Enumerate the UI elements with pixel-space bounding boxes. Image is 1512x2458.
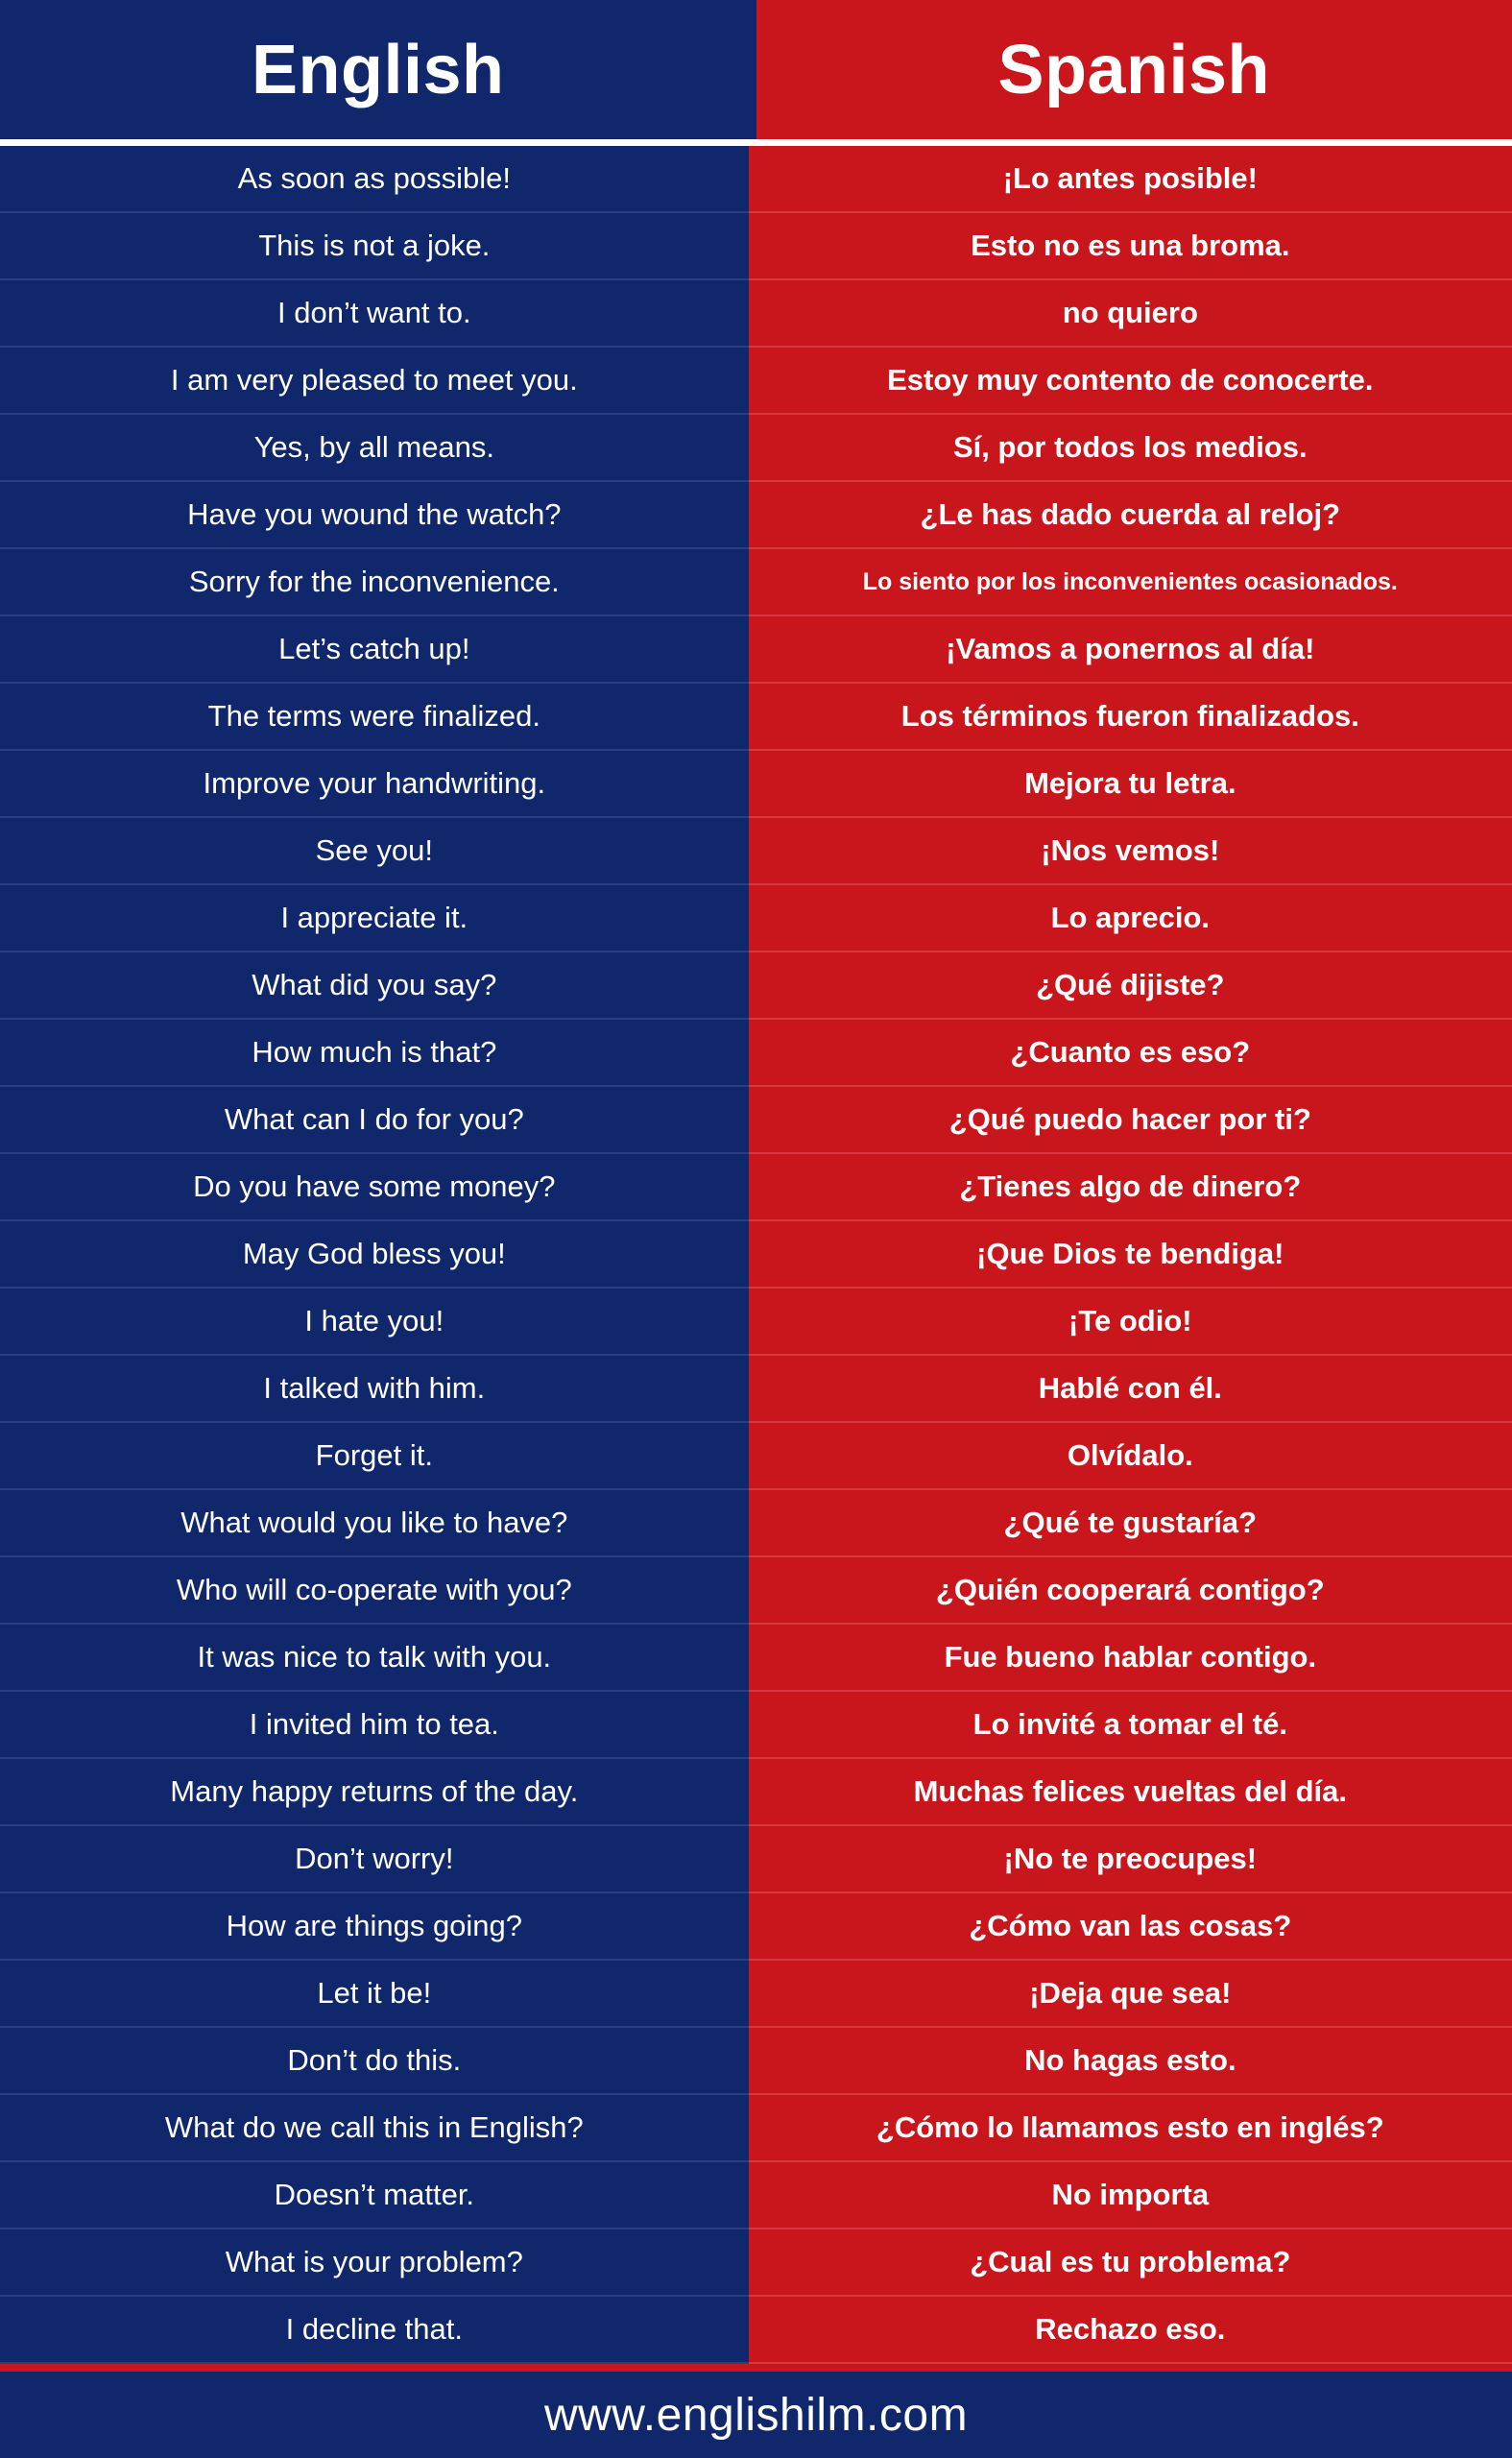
phrase-spanish: Hablé con él. xyxy=(749,1356,1512,1423)
phrase-english: Doesn’t matter. xyxy=(0,2162,749,2229)
phrase-spanish: ¡Que Dios te bendiga! xyxy=(749,1221,1512,1289)
phrase-english: Yes, by all means. xyxy=(0,415,749,482)
phrase-english: Do you have some money? xyxy=(0,1154,749,1221)
phrase-spanish: ¿Qué te gustaría? xyxy=(749,1490,1512,1557)
phrase-english: Don’t worry! xyxy=(0,1826,749,1893)
phrase-spanish: ¿Cómo lo llamamos esto en inglés? xyxy=(749,2095,1512,2162)
phrase-english: See you! xyxy=(0,818,749,885)
table-row xyxy=(0,684,1512,751)
phrase-spanish: No importa xyxy=(749,2162,1512,2229)
table-row xyxy=(0,952,1512,1020)
phrase-english: Don’t do this. xyxy=(0,2028,749,2095)
phrase-spanish: ¡Te odio! xyxy=(749,1289,1512,1356)
phrase-english: What can I do for you? xyxy=(0,1087,749,1154)
table-row xyxy=(0,2095,1512,2162)
phrase-english: I decline that. xyxy=(0,2297,749,2364)
table-row xyxy=(0,146,1512,213)
phrase-spanish: ¡Deja que sea! xyxy=(749,1961,1512,2028)
phrase-english: It was nice to talk with you. xyxy=(0,1625,749,1692)
table-row xyxy=(0,1490,1512,1557)
phrase-english: Have you wound the watch? xyxy=(0,482,749,549)
phrase-spanish: ¿Cuanto es eso? xyxy=(749,1020,1512,1087)
phrase-english: As soon as possible! xyxy=(0,146,749,213)
table-row xyxy=(0,1020,1512,1087)
phrase-english: I am very pleased to meet you. xyxy=(0,348,749,415)
page-title-english: English xyxy=(251,31,505,108)
table-row xyxy=(0,1423,1512,1490)
table-row xyxy=(0,1087,1512,1154)
phrase-spanish: no quiero xyxy=(749,280,1512,348)
table-row xyxy=(0,1154,1512,1221)
phrase-spanish: ¡No te preocupes! xyxy=(749,1826,1512,1893)
phrase-spanish: ¿Qué puedo hacer por ti? xyxy=(749,1087,1512,1154)
phrase-spanish: Estoy muy contento de conocerte. xyxy=(749,348,1512,415)
phrase-english: Let’s catch up! xyxy=(0,616,749,684)
phrase-english: I appreciate it. xyxy=(0,885,749,952)
phrase-english: May God bless you! xyxy=(0,1221,749,1289)
table-row xyxy=(0,280,1512,348)
table-row xyxy=(0,1625,1512,1692)
phrase-spanish: Fue bueno hablar contigo. xyxy=(749,1625,1512,1692)
phrase-spanish: Sí, por todos los medios. xyxy=(749,415,1512,482)
phrase-spanish: Rechazo eso. xyxy=(749,2297,1512,2364)
phrase-spanish: Lo siento por los inconvenientes ocasionados. xyxy=(749,549,1512,616)
phrase-english: This is not a joke. xyxy=(0,213,749,280)
phrase-spanish: Muchas felices vueltas del día. xyxy=(749,1759,1512,1826)
table-row xyxy=(0,751,1512,818)
phrase-table xyxy=(0,146,1512,2364)
table-row xyxy=(0,2229,1512,2297)
header-cell-spanish xyxy=(756,0,1512,139)
table-row xyxy=(0,616,1512,684)
phrase-english: What do we call this in English? xyxy=(0,2095,749,2162)
table-row xyxy=(0,1826,1512,1893)
page-title-spanish: Spanish xyxy=(997,31,1271,108)
phrase-english: Who will co-operate with you? xyxy=(0,1557,749,1625)
header-cell-english xyxy=(0,0,756,139)
phrase-spanish: ¿Quién cooperará contigo? xyxy=(749,1557,1512,1625)
footer xyxy=(0,2364,1512,2458)
header-divider xyxy=(0,139,1512,146)
phrase-spanish: ¿Cual es tu problema? xyxy=(749,2229,1512,2297)
table-row xyxy=(0,1221,1512,1289)
phrase-english: I hate you! xyxy=(0,1289,749,1356)
phrase-spanish: ¡Nos vemos! xyxy=(749,818,1512,885)
phrase-spanish: ¡Vamos a ponernos al día! xyxy=(749,616,1512,684)
phrase-spanish: Lo invité a tomar el té. xyxy=(749,1692,1512,1759)
table-row xyxy=(0,348,1512,415)
phrase-spanish: ¿Cómo van las cosas? xyxy=(749,1893,1512,1961)
phrase-spanish: ¿Le has dado cuerda al reloj? xyxy=(749,482,1512,549)
phrase-english: How are things going? xyxy=(0,1893,749,1961)
table-row xyxy=(0,2297,1512,2364)
table-row xyxy=(0,1289,1512,1356)
table-row xyxy=(0,1356,1512,1423)
phrase-spanish: Esto no es una broma. xyxy=(749,213,1512,280)
table-row xyxy=(0,213,1512,280)
table-row xyxy=(0,2028,1512,2095)
table-row xyxy=(0,1893,1512,1961)
table-row xyxy=(0,1557,1512,1625)
table-row xyxy=(0,818,1512,885)
phrase-english: Sorry for the inconvenience. xyxy=(0,549,749,616)
header xyxy=(0,0,1512,139)
phrase-english: Many happy returns of the day. xyxy=(0,1759,749,1826)
website-label: www.englishilm.com xyxy=(543,2389,969,2441)
table-row xyxy=(0,549,1512,616)
phrase-spanish: ¿Qué dijiste? xyxy=(749,952,1512,1020)
phrase-spanish: No hagas esto. xyxy=(749,2028,1512,2095)
phrase-english: I don’t want to. xyxy=(0,280,749,348)
table-row xyxy=(0,1759,1512,1826)
phrase-english: How much is that? xyxy=(0,1020,749,1087)
phrase-english: I invited him to tea. xyxy=(0,1692,749,1759)
phrase-spanish: Los términos fueron finalizados. xyxy=(749,684,1512,751)
table-row xyxy=(0,482,1512,549)
table-row xyxy=(0,1692,1512,1759)
table-row xyxy=(0,885,1512,952)
phrase-english: Let it be! xyxy=(0,1961,749,2028)
phrase-english: What would you like to have? xyxy=(0,1490,749,1557)
phrase-spanish: Mejora tu letra. xyxy=(749,751,1512,818)
table-row xyxy=(0,415,1512,482)
phrase-english: I talked with him. xyxy=(0,1356,749,1423)
phrase-spanish: ¡Lo antes posible! xyxy=(749,146,1512,213)
phrase-english: The terms were finalized. xyxy=(0,684,749,751)
phrase-english: What did you say? xyxy=(0,952,749,1020)
table-row xyxy=(0,2162,1512,2229)
table-row xyxy=(0,1961,1512,2028)
phrase-spanish: Lo aprecio. xyxy=(749,885,1512,952)
phrase-english: Forget it. xyxy=(0,1423,749,1490)
phrase-english: What is your problem? xyxy=(0,2229,749,2297)
phrase-spanish: Olvídalo. xyxy=(749,1423,1512,1490)
phrase-spanish: ¿Tienes algo de dinero? xyxy=(749,1154,1512,1221)
phrase-english: Improve your handwriting. xyxy=(0,751,749,818)
